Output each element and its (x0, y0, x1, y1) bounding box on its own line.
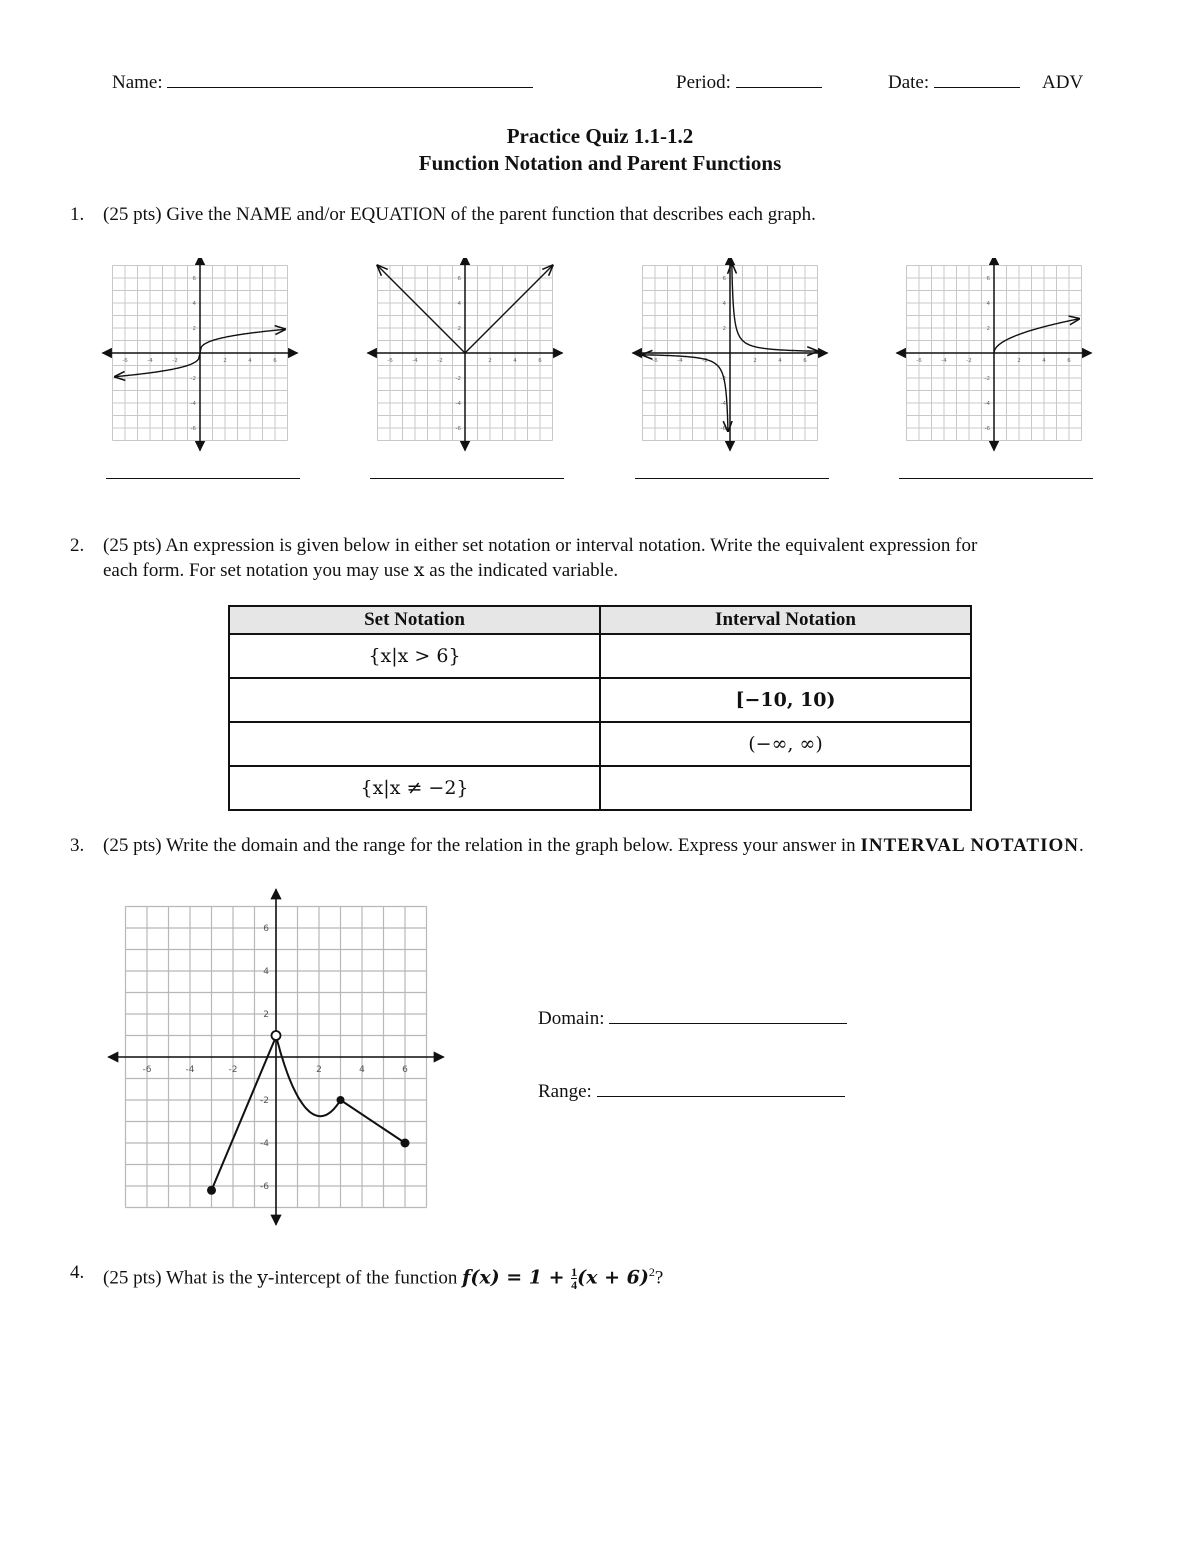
q3-text-part-a: (25 pts) Write the domain and the range for the relation in the graph below. Express your answer in (103, 835, 861, 856)
x-tick-label: -4 (941, 358, 947, 364)
period-blank[interactable] (736, 86, 822, 88)
function-curve (732, 264, 818, 352)
q2-text-line2 (103, 558, 1103, 583)
y-tick-label: -4 (720, 401, 726, 407)
date-blank[interactable] (934, 86, 1020, 88)
quiz-subtitle: Function Notation and Parent Functions (418, 151, 782, 175)
q4-exponent: 2 (648, 1265, 655, 1279)
cell-set-1: {x|x > 6} (229, 634, 600, 678)
table-row (229, 766, 971, 810)
table-row (229, 634, 971, 678)
x-tick-label: -4 (185, 1065, 195, 1075)
q1-number: 1. (70, 204, 85, 225)
q4-text-part-b: -intercept of the function (268, 1267, 463, 1289)
y-tick-label: -2 (260, 1096, 269, 1106)
relation-curve (276, 1036, 341, 1117)
cell-interval-3: (−∞, ∞) (600, 722, 971, 766)
cell-interval-1[interactable] (600, 634, 971, 678)
x-tick-label: -2 (966, 358, 972, 364)
q2-number: 2. (70, 535, 85, 556)
closed-endpoint (207, 1186, 216, 1195)
y-tick-label: -6 (190, 426, 196, 432)
x-tick-label: 2 (1017, 358, 1021, 364)
graph-square-root (894, 258, 1104, 458)
y-tick-label: 6 (722, 276, 726, 282)
x-tick-label: 2 (488, 358, 492, 364)
x-tick-label: 4 (248, 358, 252, 364)
x-tick-label: -2 (702, 358, 708, 364)
y-tick-label: 2 (986, 326, 990, 332)
x-tick-label: 4 (359, 1065, 365, 1075)
y-tick-label: -2 (455, 376, 461, 382)
x-tick-label: -2 (437, 358, 443, 364)
open-point (272, 1031, 281, 1040)
date-field[interactable] (888, 72, 1020, 94)
x-tick-label: -6 (652, 358, 658, 364)
y-tick-label: 6 (192, 276, 196, 282)
x-tick-label: 4 (513, 358, 517, 364)
y-tick-label: -6 (455, 426, 461, 432)
y-tick-label: -2 (190, 376, 196, 382)
q3-text-end: . (1078, 835, 1084, 856)
q3-number: 3. (70, 835, 85, 856)
y-tick-label: -2 (984, 376, 990, 382)
x-tick-label: -6 (122, 358, 128, 364)
x-tick-label: 6 (538, 358, 542, 364)
x-tick-label: 2 (316, 1065, 322, 1075)
q3-text (103, 833, 1088, 858)
y-tick-label: 2 (457, 326, 461, 332)
x-tick-label: -2 (228, 1065, 238, 1075)
relation-graph (105, 888, 450, 1228)
y-tick-label: 6 (986, 276, 990, 282)
domain-field[interactable] (538, 1008, 847, 1030)
y-tick-label: 4 (192, 301, 196, 307)
q2-text-line1: (25 pts) An expression is given below in either set notation or interval notation. Write the equivalent expression for (103, 535, 978, 556)
y-tick-label: -6 (260, 1182, 269, 1192)
name-blank[interactable] (167, 86, 533, 88)
x-tick-label: 2 (753, 358, 757, 364)
y-tick-label: 6 (457, 276, 461, 282)
q3-text-bold: INTERVAL NOTATION (860, 835, 1079, 856)
q4-function-tail: (x + 6) (577, 1266, 649, 1289)
domain-blank[interactable] (609, 1022, 847, 1024)
y-tick-label: -4 (190, 401, 196, 407)
cell-interval-4[interactable] (600, 766, 971, 810)
header-set-notation: Set Notation (229, 606, 600, 634)
x-tick-label: -4 (677, 358, 683, 364)
table-row (229, 722, 971, 766)
x-tick-label: -6 (916, 358, 922, 364)
x-tick-label: -2 (172, 358, 178, 364)
table-row (229, 678, 971, 722)
q4-function: f(x) = 1 + (462, 1266, 572, 1289)
y-tick-label: -4 (984, 401, 990, 407)
q4-fraction-numerator: 1 (571, 1265, 578, 1280)
graph-3-answer-line[interactable] (635, 478, 829, 479)
q1-text: (25 pts) Give the NAME and/or EQUATION of the parent function that describes each graph. (103, 204, 816, 225)
quiz-title: Practice Quiz 1.1-1.2 (506, 124, 694, 148)
y-tick-label: -4 (260, 1139, 269, 1149)
cell-set-3[interactable] (229, 722, 600, 766)
y-tick-label: -2 (720, 376, 726, 382)
q4-text (103, 1260, 1103, 1291)
y-tick-label: 4 (986, 301, 990, 307)
y-tick-label: -6 (720, 426, 726, 432)
y-tick-label: 6 (263, 924, 269, 934)
adv-tag: ADV (1042, 72, 1084, 93)
x-tick-label: -6 (142, 1065, 152, 1075)
q2-text-part-b: as the indicated variable. (424, 560, 619, 581)
x-tick-label: 6 (273, 358, 277, 364)
x-tick-label: -4 (147, 358, 153, 364)
table-header-row (229, 606, 971, 634)
q2-variable: x (413, 559, 425, 581)
y-tick-label: -6 (984, 426, 990, 432)
graph-absolute-value (365, 258, 575, 458)
y-tick-label: -4 (455, 401, 461, 407)
x-tick-label: 6 (402, 1065, 408, 1075)
graph-2-answer-line[interactable] (370, 478, 564, 479)
q4-text-end: ? (654, 1267, 664, 1289)
cell-interval-2: [−10, 10) (600, 678, 971, 722)
y-tick-label: 4 (263, 967, 269, 977)
x-tick-label: 2 (223, 358, 227, 364)
y-tick-label: 2 (263, 1010, 269, 1020)
graph-4-answer-line[interactable] (899, 478, 1093, 479)
x-tick-label: -6 (387, 358, 393, 364)
notation-table (228, 605, 972, 811)
cell-set-2[interactable] (229, 678, 600, 722)
y-tick-label: 2 (192, 326, 196, 332)
q4-variable: y (257, 1266, 268, 1289)
q2-text-part-a: each form. For set notation you may use (103, 560, 414, 581)
function-curve (378, 266, 466, 354)
x-tick-label: 4 (778, 358, 782, 364)
q4-number: 4. (70, 1262, 85, 1283)
q4-fraction-denominator: 4 (571, 1278, 578, 1293)
header-interval-notation: Interval Notation (600, 606, 971, 634)
range-field[interactable] (538, 1081, 845, 1103)
closed-point (337, 1096, 345, 1104)
period-field[interactable] (676, 72, 822, 94)
cell-set-4: {x|x ≠ −2} (229, 766, 600, 810)
date-label: Date: (888, 72, 930, 93)
range-label: Range: (538, 1081, 592, 1102)
name-label: Name: (112, 72, 163, 93)
relation-segment-left (212, 1037, 277, 1191)
x-tick-label: 6 (1067, 358, 1071, 364)
graph-1-answer-line[interactable] (106, 478, 300, 479)
name-field[interactable] (112, 72, 533, 94)
y-tick-label: 4 (457, 301, 461, 307)
graph-cube-root (100, 258, 310, 458)
period-label: Period: (676, 72, 731, 93)
q4-text-part-a: (25 pts) What is the (103, 1267, 258, 1289)
range-blank[interactable] (597, 1095, 845, 1097)
y-tick-label: 4 (722, 301, 726, 307)
graph-reciprocal (630, 258, 840, 458)
x-tick-label: 6 (803, 358, 807, 364)
closed-endpoint (401, 1139, 410, 1148)
function-curve (465, 266, 553, 354)
domain-label: Domain: (538, 1008, 605, 1029)
x-tick-label: -4 (412, 358, 418, 364)
x-tick-label: 4 (1042, 358, 1046, 364)
y-tick-label: 2 (722, 326, 726, 332)
